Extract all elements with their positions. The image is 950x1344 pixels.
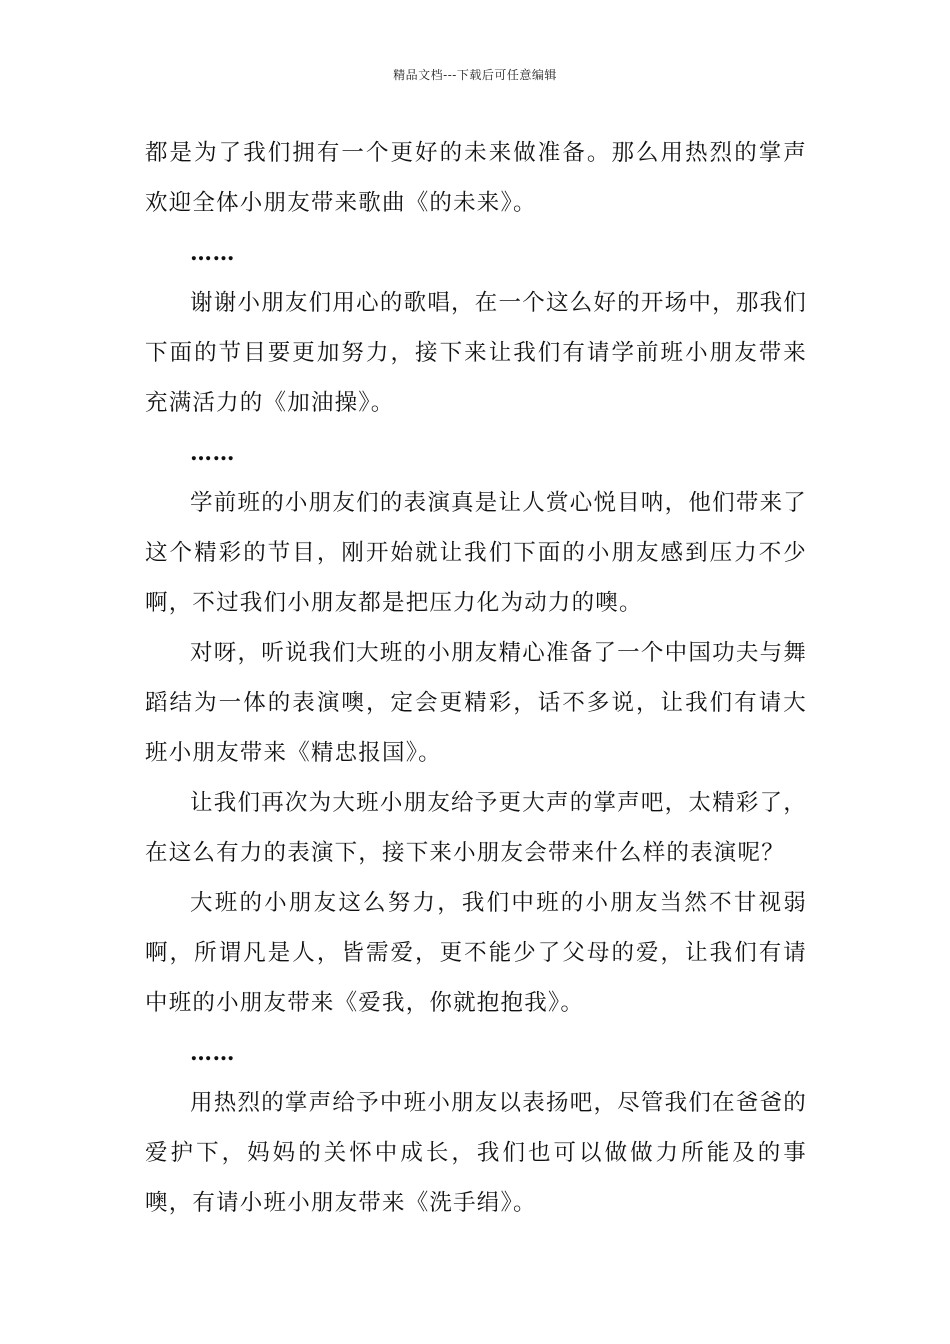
paragraph-2: 谢谢小朋友们用心的歌唱，在一个这么好的开场中，那我们下面的节目要更加努力，接下来让我们有请学前班小朋友带来充满活力的《加油操》。 [145, 290, 807, 416]
document-body [145, 128, 807, 1228]
ellipsis-3: …… [190, 1040, 235, 1066]
ellipsis-1: …… [190, 240, 235, 266]
paragraph-3: 学前班的小朋友们的表演真是让人赏心悦目呐，他们带来了这个精彩的节目，刚开始就让我们下面的小朋友感到压力不少啊，不过我们小朋友都是把压力化为动力的噢。 [145, 490, 807, 616]
paragraph-5: 让我们再次为大班小朋友给予更大声的掌声吧，太精彩了，在这么有力的表演下，接下来小朋友会带来什么样的表演呢？ [145, 790, 807, 866]
ellipsis-2: …… [190, 440, 235, 466]
paragraph-6: 大班的小朋友这么努力，我们中班的小朋友当然不甘视弱啊，所谓凡是人，皆需爱，更不能少了父母的爱，让我们有请中班的小朋友带来《爱我，你就抱抱我》。 [145, 890, 807, 1016]
paragraph-7: 用热烈的掌声给予中班小朋友以表扬吧，尽管我们在爸爸的爱护下，妈妈的关怀中成长，我们也可以做做力所能及的事噢，有请小班小朋友带来《洗手绢》。 [145, 1090, 807, 1216]
paragraph-1: 都是为了我们拥有一个更好的未来做准备。那么用热烈的掌声欢迎全体小朋友带来歌曲《的未来》。 [145, 140, 807, 216]
paragraph-4: 对呀，听说我们大班的小朋友精心准备了一个中国功夫与舞蹈结为一体的表演噢，定会更精彩，话不多说，让我们有请大班小朋友带来《精忠报国》。 [145, 640, 807, 766]
page-header: 精品文档---下载后可任意编辑 [393, 68, 557, 82]
